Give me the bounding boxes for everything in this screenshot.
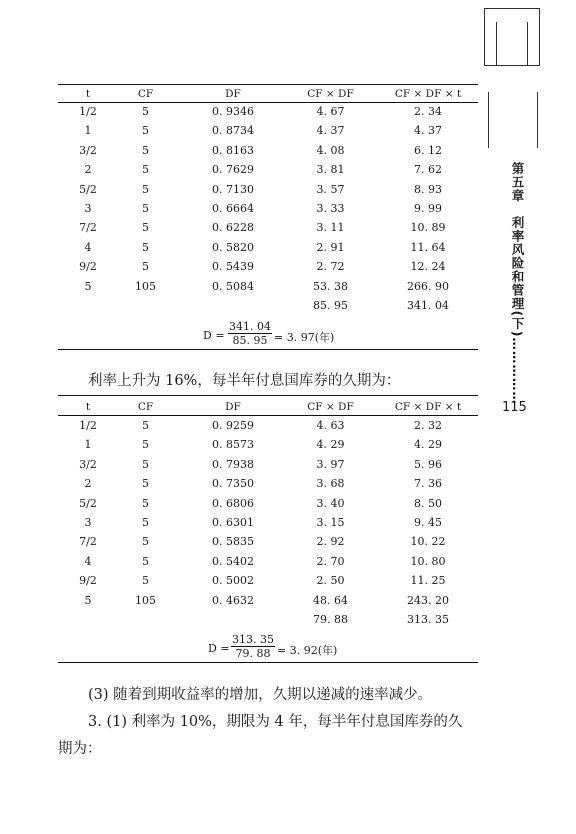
cell-t: 9/2 [79,260,97,274]
cell-df: 0. 9259 [212,419,254,432]
cell-cf-df: 3. 11 [316,221,345,235]
cell-t: 7/2 [79,221,97,235]
formula-fraction [231,633,275,660]
total-cf-df: 85. 95 [313,299,348,312]
cell-cf-df: 2. 70 [316,554,345,568]
cell-cf-df-t: 4. 37 [414,124,442,138]
cell-t: 7/2 [79,535,97,549]
cell-cf-df-t: 2. 32 [414,419,442,432]
cell-df: 0. 8573 [212,438,254,452]
cell-df: 0. 4632 [212,593,254,607]
cell-cf-df: 4. 67 [316,105,345,118]
cell-cf-df-t: 10. 89 [410,221,446,235]
cell-cf: 5 [142,182,149,196]
cell-t: 3 [84,516,92,529]
cell-t: 9/2 [79,574,97,588]
cell-df: 0. 6301 [212,516,254,529]
cell-cf: 5 [142,477,149,491]
cell-cf-df-t: 4. 29 [414,438,442,452]
cell-df: 0. 9346 [212,105,254,118]
header-t: t [85,401,91,413]
paragraph-rate-rise: 利率上升为 16%，每半年付息国库券的久期为： [88,373,401,389]
cell-cf-df: 2. 72 [316,260,345,274]
cell-cf: 5 [142,221,149,235]
cell-cf-df: 53. 38 [313,279,348,293]
duration-table-2 [58,395,478,665]
cell-cf: 5 [142,554,149,568]
cell-cf: 5 [142,124,149,138]
cell-cf: 5 [142,260,149,274]
header-cf: CF [137,88,154,100]
cell-cf: 105 [135,279,156,293]
cell-t: 5 [84,593,92,607]
cell-cf-df-t: 7. 36 [414,477,442,491]
formula-rhs: = 3. 97(年) [274,331,335,344]
paragraph-conclusion: (3) 随着到期收益率的增加，久期以递减的速率减少。 [88,687,433,703]
cell-t: 3 [84,202,92,215]
cell-cf-df: 3. 97 [316,457,345,471]
cell-cf: 5 [142,438,149,452]
cell-cf-df: 2. 91 [316,240,345,254]
total-cf-df: 79. 88 [313,613,348,626]
cell-df: 0. 7350 [212,477,254,491]
cell-df: 0. 8734 [212,124,254,138]
chapter-title: 第五章 利率风险和管理(下)…………… [510,162,525,405]
cell-cf: 5 [142,516,149,529]
cell-cf-df-t: 11. 25 [410,574,446,588]
cell-cf: 5 [142,163,149,177]
chapter-tab-box-bottom [488,92,538,148]
cell-cf-df: 3. 57 [316,182,345,196]
cell-cf-df: 3. 33 [316,202,345,215]
header-df: DF [225,88,241,100]
cell-cf-df: 4. 08 [316,143,345,157]
cell-t: 1 [84,124,92,138]
cell-cf-df-t: 11. 64 [410,240,446,254]
cell-df: 0. 6806 [212,496,254,510]
cell-t: 2 [84,163,92,177]
cell-cf: 5 [142,143,149,157]
cell-cf-df-t: 9. 99 [414,202,442,215]
header-cf-df-t: CF × DF × t [394,401,462,413]
cell-cf-df-t: 266. 90 [407,279,449,293]
cell-df: 0. 7938 [212,457,254,471]
cell-t: 2 [84,477,92,491]
cell-t: 1 [84,438,92,452]
header-t: t [85,88,91,100]
cell-cf: 5 [142,535,149,549]
cell-df: 0. 5835 [212,535,254,549]
formula-numerator: 313. 35 [232,633,274,646]
cell-cf-df-t: 8. 93 [414,182,442,196]
table1-bottom-rule [58,349,478,350]
formula-fraction [228,320,272,347]
cell-cf: 5 [142,574,149,588]
cell-cf-df-t: 243. 20 [407,593,449,607]
table-top-rule [58,84,478,85]
cell-t: 3/2 [79,457,97,471]
formula-lhs: D = [203,329,225,342]
cell-cf-df-t: 8. 50 [414,496,442,510]
total-cf-df-t: 313. 35 [407,613,449,626]
formula-denominator: 79. 88 [235,647,271,660]
table-header-rule [58,415,478,416]
cell-cf-df-t: 12. 24 [410,260,446,274]
header-cf-df-t: CF × DF × t [394,88,462,100]
formula-lhs: D = [208,642,230,655]
cell-cf: 5 [142,202,149,215]
cell-cf: 5 [142,419,149,432]
cell-t: 1/2 [79,419,97,432]
cell-t: 5/2 [79,496,97,510]
header-cf: CF [137,401,154,413]
cell-df: 0. 7629 [212,163,254,177]
cell-cf-df: 3. 40 [316,496,345,510]
cell-df: 0. 6228 [212,221,254,235]
header-cf-df: CF × DF [307,88,354,100]
cell-df: 0. 5002 [212,574,254,588]
cell-cf-df: 4. 29 [316,438,345,452]
cell-df: 0. 7130 [212,182,254,196]
cell-cf-df-t: 10. 80 [410,554,446,568]
cell-t: 4 [84,554,92,568]
cell-cf: 5 [142,105,149,118]
header-df: DF [225,401,241,413]
cell-df: 0. 6664 [212,202,254,215]
cell-df: 0. 8163 [212,143,254,157]
cell-cf: 105 [135,593,156,607]
header-cf-df: CF × DF [307,401,354,413]
cell-df: 0. 5084 [212,279,254,293]
formula-numerator: 341. 04 [229,320,271,333]
table2-bottom-rule [58,662,478,663]
page-number: 115 [502,400,527,415]
cell-cf-df-t: 10. 22 [410,535,446,549]
formula-denominator: 85. 95 [232,334,268,347]
cell-cf-df: 3. 68 [316,477,345,491]
cell-t: 5 [84,279,92,293]
cell-cf-df-t: 5. 96 [414,457,442,471]
cell-t: 5/2 [79,182,97,196]
cell-t: 1/2 [79,105,97,118]
chapter-tab-box-inner [496,22,528,66]
cell-cf-df: 2. 50 [316,574,345,588]
cell-df: 0. 5820 [212,240,254,254]
cell-cf-df-t: 2. 34 [414,105,442,118]
paragraph-question-3-line-1: 3. (1) 利率为 10%，期限为 4 年，每半年付息国库券的久 [88,714,463,730]
table-header-rule [58,102,478,103]
cell-df: 0. 5402 [212,554,254,568]
cell-t: 3/2 [79,143,97,157]
cell-cf-df: 3. 15 [316,516,345,529]
cell-cf: 5 [142,496,149,510]
cell-cf: 5 [142,457,149,471]
cell-cf: 5 [142,240,149,254]
cell-t: 4 [84,240,92,254]
cell-cf-df: 4. 63 [316,419,345,432]
table-top-rule [58,395,478,396]
cell-df: 0. 5439 [212,260,254,274]
total-cf-df-t: 341. 04 [407,299,449,312]
cell-cf-df-t: 6. 12 [414,143,442,157]
cell-cf-df: 4. 37 [316,124,345,138]
duration-table-1 [58,84,478,354]
cell-cf-df-t: 7. 62 [414,163,442,177]
formula-rhs: = 3. 92(年) [277,644,338,657]
cell-cf-df: 2. 92 [316,535,345,549]
cell-cf-df: 3. 81 [316,163,345,177]
paragraph-question-3-line-2: 期为： [58,741,102,757]
cell-cf-df-t: 9. 45 [414,516,442,529]
cell-cf-df: 48. 64 [313,593,348,607]
